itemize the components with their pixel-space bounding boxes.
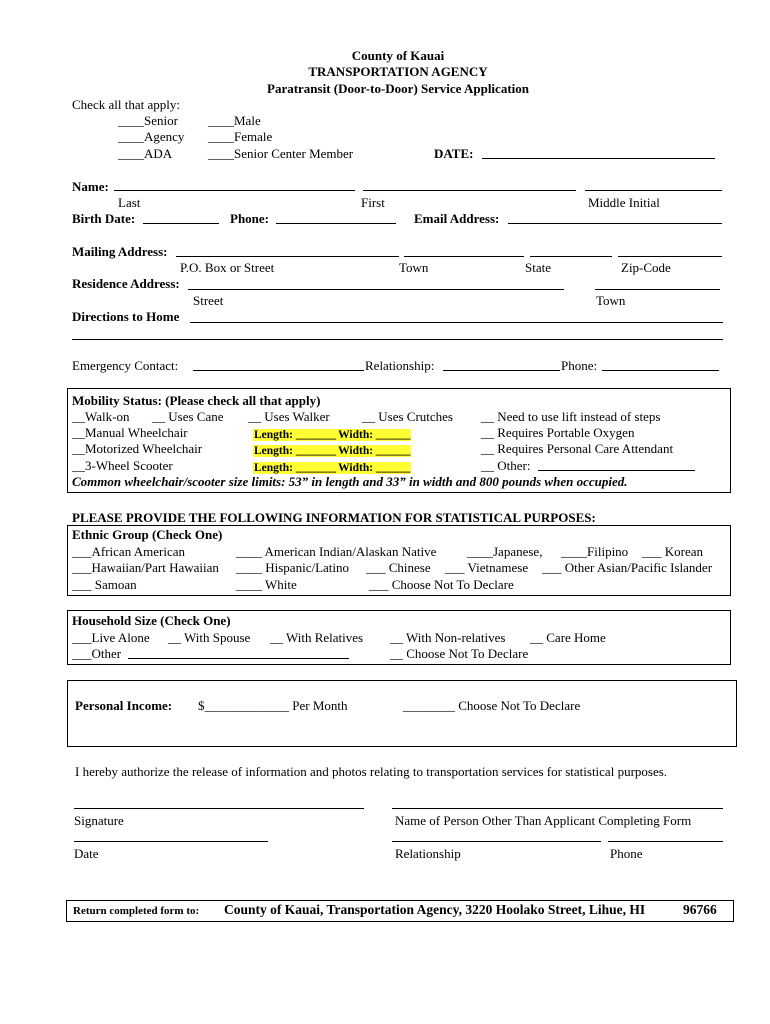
birth-date-field[interactable] [143,223,219,224]
last-name-field[interactable] [114,190,355,191]
with-nonrelatives-checkbox[interactable]: __ With Non-relatives [390,630,506,645]
female-checkbox[interactable]: ____Female [208,129,273,144]
residence-town-caption: Town [596,293,626,308]
african-american-checkbox[interactable]: ___African American [72,544,185,559]
directions-field[interactable] [190,322,723,323]
zip-caption: Zip-Code [621,260,671,275]
crutches-checkbox[interactable]: __ Uses Crutches [362,409,453,424]
street-caption: Street [193,293,224,308]
manual-size-fields[interactable] [253,426,411,443]
phone-field[interactable] [276,223,396,224]
last-caption: Last [118,195,141,210]
signature-field[interactable] [74,808,364,809]
income-label: Personal Income: [75,698,173,713]
manual-width-field[interactable]: Width: ______ [338,429,411,441]
attendant-checkbox[interactable]: __ Requires Personal Care Attendant [481,441,674,456]
county-title: County of Kauai [351,48,445,63]
senior-center-checkbox[interactable]: ____Senior Center Member [208,146,354,161]
phone-caption: Phone [610,846,643,861]
directions-label: Directions to Home [72,309,180,324]
senior-checkbox[interactable]: ____Senior [118,113,178,128]
po-caption: P.O. Box or Street [180,260,275,275]
middle-initial-field[interactable] [585,190,722,191]
income-amount-field[interactable]: $_____________ Per Month [198,698,348,713]
return-zip: 96766 [683,902,717,917]
manual-length-field[interactable]: Length: _______ [254,429,337,441]
return-address: County of Kauai, Transportation Agency, 3220 Hoolako Street, Lihue, HI [224,902,646,917]
cane-checkbox[interactable]: __ Uses Cane [152,409,224,424]
household-not-declare-checkbox[interactable]: __ Choose Not To Declare [390,646,529,661]
email-label: Email Address: [414,211,500,226]
relationship-label: Relationship: [365,358,435,373]
hispanic-checkbox[interactable]: ____ Hispanic/Latino [236,560,350,575]
residence-label: Residence Address: [72,276,180,291]
household-other-field[interactable] [128,658,349,659]
residence-town-field[interactable] [595,289,720,290]
check-all-label: Check all that apply: [72,97,180,112]
residence-street-field[interactable] [188,289,564,290]
emergency-phone-field[interactable] [602,370,719,371]
other-asian-checkbox[interactable]: ___ Other Asian/Pacific Islander [542,560,713,575]
state-caption: State [525,260,551,275]
manual-wheelchair-checkbox[interactable]: __Manual Wheelchair [72,425,188,440]
agency-title: TRANSPORTATION AGENCY [308,64,488,79]
email-field[interactable] [508,223,722,224]
other-mobility-field[interactable] [538,470,695,471]
other-person-field[interactable] [392,808,723,809]
korean-checkbox[interactable]: ___ Korean [642,544,704,559]
sign-date-field[interactable] [74,841,268,842]
mailing-zip-field[interactable] [618,256,722,257]
filipino-checkbox[interactable]: ____Filipino [561,544,629,559]
with-spouse-checkbox[interactable]: __ With Spouse [168,630,251,645]
mobility-heading: Mobility Status: (Please check all that apply) [72,393,321,408]
male-checkbox[interactable]: ____Male [208,113,261,128]
middle-caption: Middle Initial [588,195,660,210]
motorized-width-field[interactable]: Width: ______ [338,445,411,457]
vietnamese-checkbox[interactable]: ___ Vietnamese [445,560,529,575]
hawaiian-checkbox[interactable]: ___Hawaiian/Part Hawaiian [72,560,219,575]
date-caption: Date [74,846,99,861]
signature-caption: Signature [74,813,124,828]
emergency-contact-field[interactable] [193,370,364,371]
care-home-checkbox[interactable]: __ Care Home [530,630,606,645]
household-heading: Household Size (Check One) [72,613,231,628]
mailing-street-field[interactable] [176,256,399,257]
household-other-checkbox[interactable]: ___Other [72,646,122,661]
first-caption: First [361,195,385,210]
directions-field-line2[interactable] [72,339,723,340]
japanese-checkbox[interactable]: ____Japanese, [467,544,543,559]
motorized-size-fields[interactable] [253,442,411,459]
mailing-label: Mailing Address: [72,244,168,259]
with-relatives-checkbox[interactable]: __ With Relatives [270,630,364,645]
statistical-heading: PLEASE PROVIDE THE FOLLOWING INFORMATION FOR STATISTICAL PURPOSES: [72,510,596,525]
agency-checkbox[interactable]: ____Agency [118,129,185,144]
ada-checkbox[interactable]: ____ADA [118,146,173,161]
other-mobility-checkbox[interactable]: __ Other: [481,458,531,473]
american-indian-checkbox[interactable]: ____ American Indian/Alaskan Native [236,544,437,559]
live-alone-checkbox[interactable]: ___Live Alone [72,630,150,645]
sign-phone-field[interactable] [608,841,723,842]
date-label: DATE: [434,146,474,161]
walk-on-checkbox[interactable]: __Walk-on [72,409,130,424]
ethnic-not-declare-checkbox[interactable]: ___ Choose Not To Declare [369,577,514,592]
mailing-state-field[interactable] [530,256,612,257]
relationship-caption: Relationship [395,846,461,861]
date-field[interactable] [482,158,715,159]
scooter-width-field[interactable]: Width: ______ [338,462,411,474]
other-person-caption: Name of Person Other Than Applicant Completing Form [395,813,692,828]
motorized-wheelchair-checkbox[interactable]: __Motorized Wheelchair [72,441,203,456]
walker-checkbox[interactable]: __ Uses Walker [248,409,330,424]
lift-checkbox[interactable]: __ Need to use lift instead of steps [481,409,661,424]
mailing-town-field[interactable] [404,256,524,257]
white-checkbox[interactable]: ____ White [236,577,297,592]
first-name-field[interactable] [363,190,576,191]
income-box [67,680,737,747]
ethnic-heading: Ethnic Group (Check One) [72,527,223,542]
phone-label: Phone: [230,211,269,226]
authorization-text: I hereby authorize the release of information and photos relating to transportation services for statistical purposes. [75,764,668,779]
scooter-length-field[interactable]: Length: _______ [254,462,337,474]
income-not-declare-checkbox[interactable]: ________ Choose Not To Declare [403,698,581,713]
oxygen-checkbox[interactable]: __ Requires Portable Oxygen [481,425,635,440]
scooter-checkbox[interactable]: __3-Wheel Scooter [72,458,173,473]
return-label: Return completed form to: [73,905,200,917]
emergency-phone-label: Phone: [561,358,598,373]
town-caption: Town [399,260,429,275]
size-limits-note: Common wheelchair/scooter size limits: 53” in length and 33” in width and 800 pounds when occupied. [72,474,628,489]
motorized-length-field[interactable]: Length: _______ [254,445,337,457]
chinese-checkbox[interactable]: ___ Chinese [366,560,431,575]
sign-relationship-field[interactable] [392,841,601,842]
emergency-label: Emergency Contact: [72,358,179,373]
birth-date-label: Birth Date: [72,211,136,226]
samoan-checkbox[interactable]: ___ Samoan [72,577,137,592]
form-title: Paratransit (Door-to-Door) Service Application [267,81,529,96]
emergency-relationship-field[interactable] [443,370,560,371]
name-label: Name: [72,179,109,194]
